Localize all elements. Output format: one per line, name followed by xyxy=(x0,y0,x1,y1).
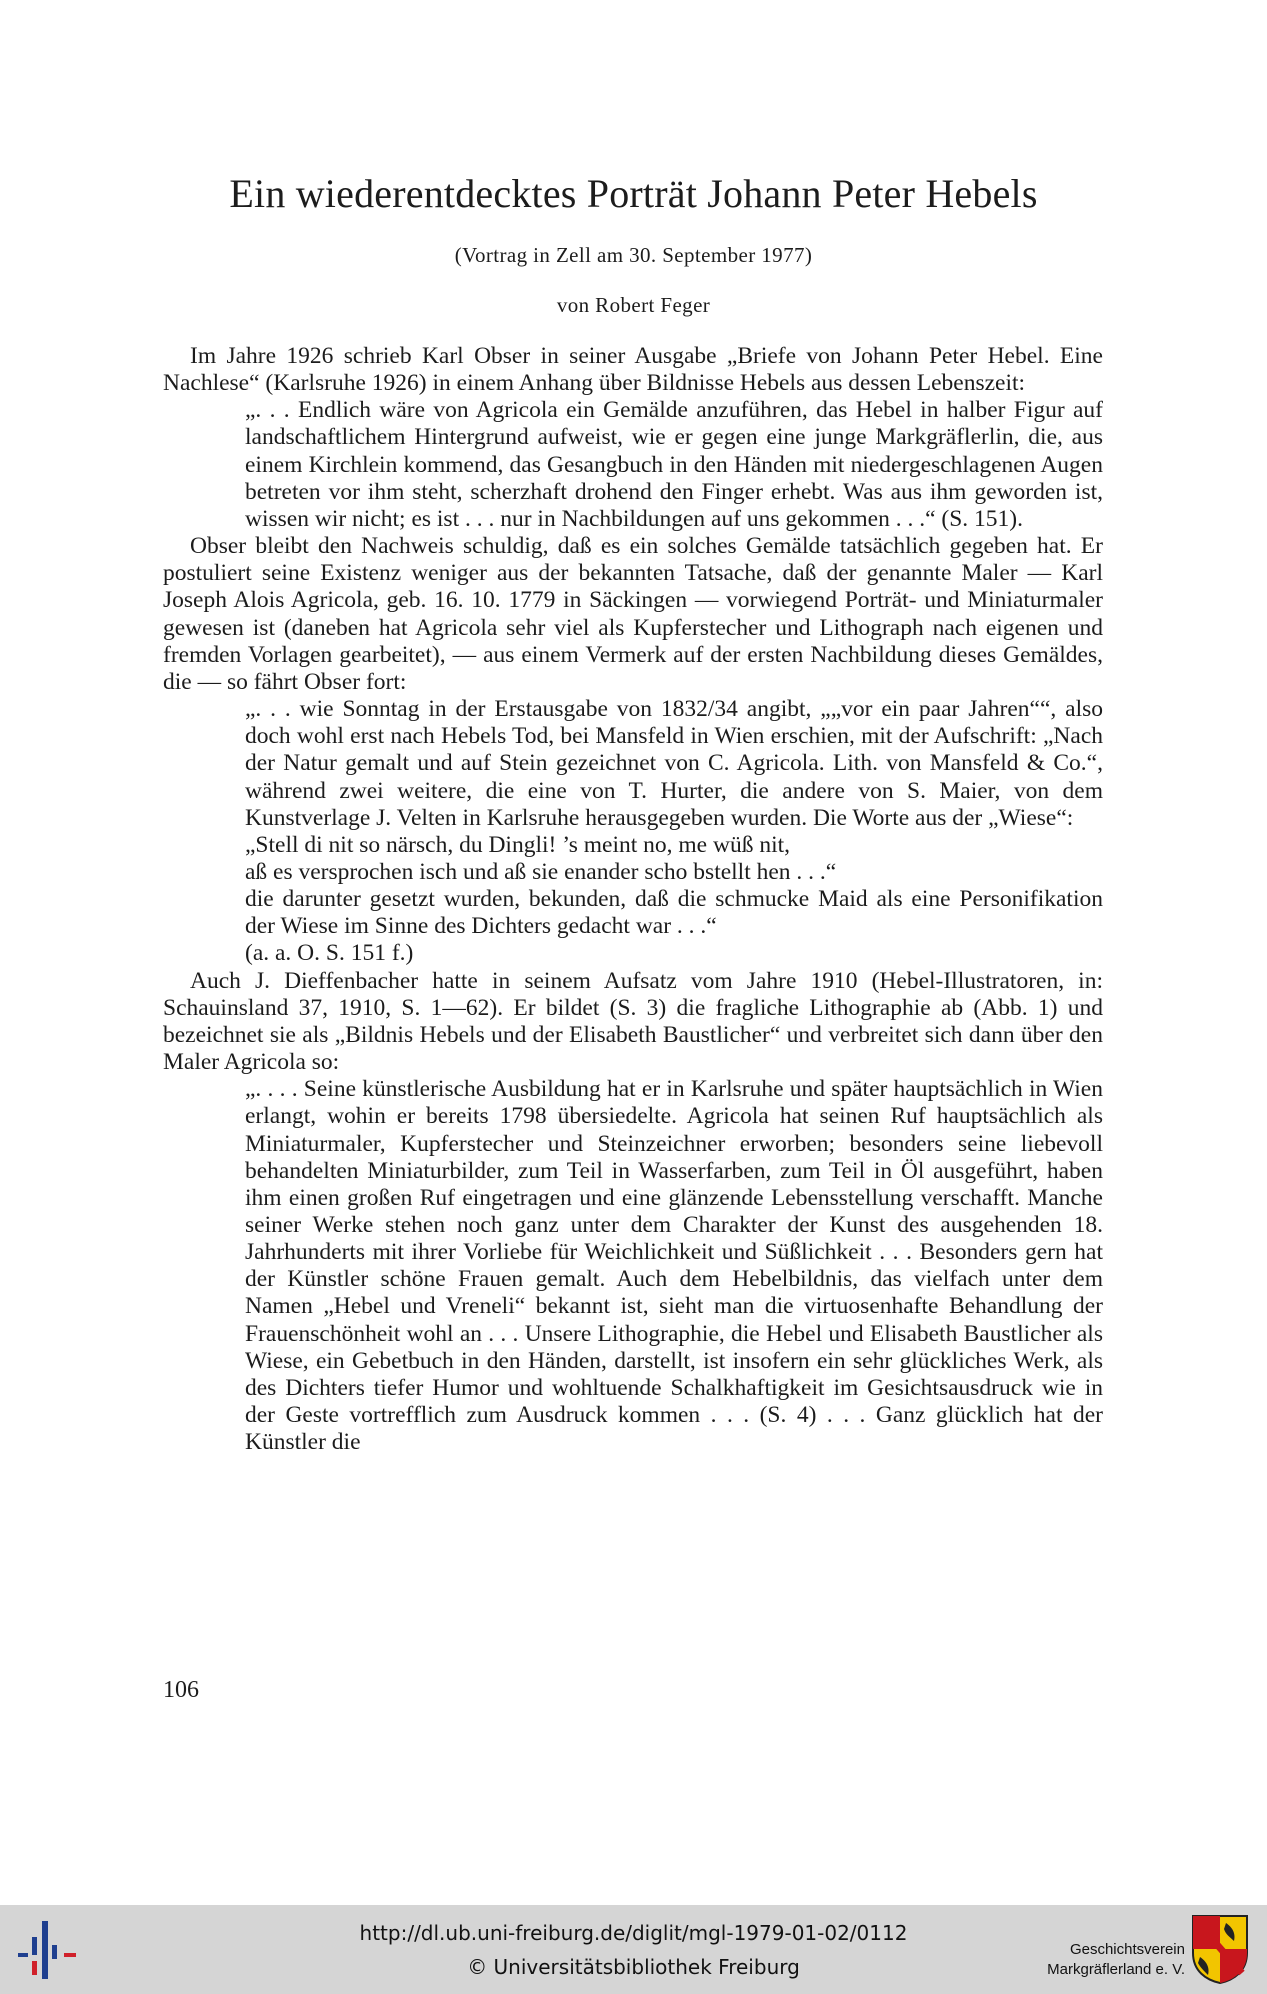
organization-line: Markgräflerland e. V. xyxy=(1047,1961,1185,1978)
coat-of-arms-icon xyxy=(1190,1913,1250,1985)
block-quote: „. . . Endlich wäre von Agricola ein Gemälde anzuführen, das Hebel in halber Figur auf landschaftlichem Hintergrund aufweist, wie er gegen eine junge Markgräflerlin, die, aus einem Kirchlein kommend, das Gesangbuch in den Händen mit niedergeschlagenen Augen betreten vor ihm steht, scherzhaft drohend den Finger erhebt. Was aus ihm geworden ist, wissen wir nicht; es ist . . . nur in Nachbildungen auf uns gekommen . . .“ (S. 151). xyxy=(245,397,1103,532)
organization-name xyxy=(1000,1940,1185,1980)
article-subtitle: (Vortrag in Zell am 30. September 1977) xyxy=(454,243,813,267)
paragraph: Im Jahre 1926 schrieb Karl Obser in seiner Ausgabe „Briefe von Johann Peter Hebel. Eine Nachlese“ (Karlsruhe 1926) in einem Anhang über Bildnisse Hebels aus dessen Lebenszeit: xyxy=(163,343,1103,397)
block-quote: „. . . . Seine künstlerische Ausbildung hat er in Karlsruhe und später hauptsächlich in Wien erlangt, wohin er bereits 1798 übersiedelte. Agricola hat seinen Ruf hauptsächlich als Miniaturmaler, Kupferstecher und Steinzeichner erworben; besonders seine liebevoll behandelten Miniaturbilder, zum Teil in Wasserfarben, zum Teil in Öl ausgeführt, haben ihm einen großen Ruf eingetragen und eine glänzende Lebensstellung verschafft. Manche seiner Werke stehen noch ganz unter dem Charakter der Kunst des ausgehenden 18. Jahrhunderts mit ihrer Vorliebe für Weichlichkeit und Süßlichkeit . . . Besonders gern hat der Künstler schöne Frauen gemalt. Auch dem Hebelbildnis, das vielfach unter dem Namen „Hebel und Vreneli“ bekannt ist, sieht man die virtuosenhafte Behandlung der Frauenschönheit wohl an . . . Unsere Lithographie, die Hebel und Elisabeth Baustlicher als Wiese, ein Gebetbuch in den Händen, darstellt, ist insofern ein sehr glückliches Werk, als des Dichters tiefer Humor und wohltuende Schalkhaftigkeit im Gesichtsausdruck wie in der Geste vortrefflich zum Ausdruck kommen . . . (S. 4) . . . Ganz glücklich hat der Künstler die xyxy=(245,1076,1103,1456)
verse-line: „Stell di nit so närsch, du Dingli! ’s meint no, me wüß nit, xyxy=(245,831,791,858)
footer-bar xyxy=(0,1905,1267,1994)
block-quote: „. . . wie Sonntag in der Erstausgabe von 1832/34 angibt, „„vor ein paar Jahren““, also doch wohl erst nach Hebels Tod, bei Mansfeld in Wien erschien, mit der Aufschrift: „Nach der Natur gemalt und auf Stein gezeichnet von C. Agricola. Lith. von Mansfeld & Co.“, während zwei weitere, die eine von T. Hurter, die andere von S. Maier, von dem Kunstverlage J. Velten in Karlsruhe herausgegeben wurden. Die Worte aus der „Wiese“: xyxy=(245,696,1103,831)
paragraph: Auch J. Dieffenbacher hatte in seinem Aufsatz vom Jahre 1910 (Hebel-Illustratoren, in: Schauinsland 37, 1910, S. 1—62). Er bildet (S. 3) die fragliche Lithographie ab (Abb. 1) und bezeichnet sie als „Bildnis Hebels und der Elisabeth Baustlicher“ und verbreitet sich dann über den Maler Agricola so: xyxy=(163,967,1103,1076)
paragraph: Obser bleibt den Nachweis schuldig, daß es ein solches Gemälde tatsächlich gegeben hat. Er postuliert seine Existenz weniger aus der bekannten Tatsache, daß der genannte Maler — Karl Joseph Alois Agricola, geb. 16. 10. 1779 in Säckingen — vorwiegend Porträt- und Miniaturmaler gewesen ist (daneben hat Agricola sehr viel als Kupferstecher und Lithograph nach eigenen und fremden Vorlagen gearbeitet), — aus einem Vermerk auf der ersten Nachbildung dieses Gemäldes, die — so fährt Obser fort: xyxy=(163,533,1103,695)
block-quote: die darunter gesetzt wurden, bekunden, daß die schmucke Maid als eine Personifikation der Wiese im Sinne des Dichters gedacht war . . .“ xyxy=(245,886,1103,940)
document-url[interactable]: http://dl.ub.uni-freiburg.de/diglit/mgl-1979-01-02/0112 xyxy=(359,1921,908,1945)
author-byline: von Robert Feger xyxy=(556,293,711,317)
page-number: 106 xyxy=(163,1677,199,1703)
citation-line: (a. a. O. S. 151 f.) xyxy=(245,940,414,967)
verse-line: aß es versprochen isch und aß sie enander scho bstellt hen . . .“ xyxy=(245,858,837,885)
copyright-notice: © Universitätsbibliothek Freiburg xyxy=(467,1955,800,1979)
article-title: Ein wiederentdecktes Porträt Johann Peter Hebels xyxy=(229,171,1038,216)
organization-line: Geschichtsverein xyxy=(1069,1941,1185,1958)
article-body xyxy=(163,343,1103,1456)
